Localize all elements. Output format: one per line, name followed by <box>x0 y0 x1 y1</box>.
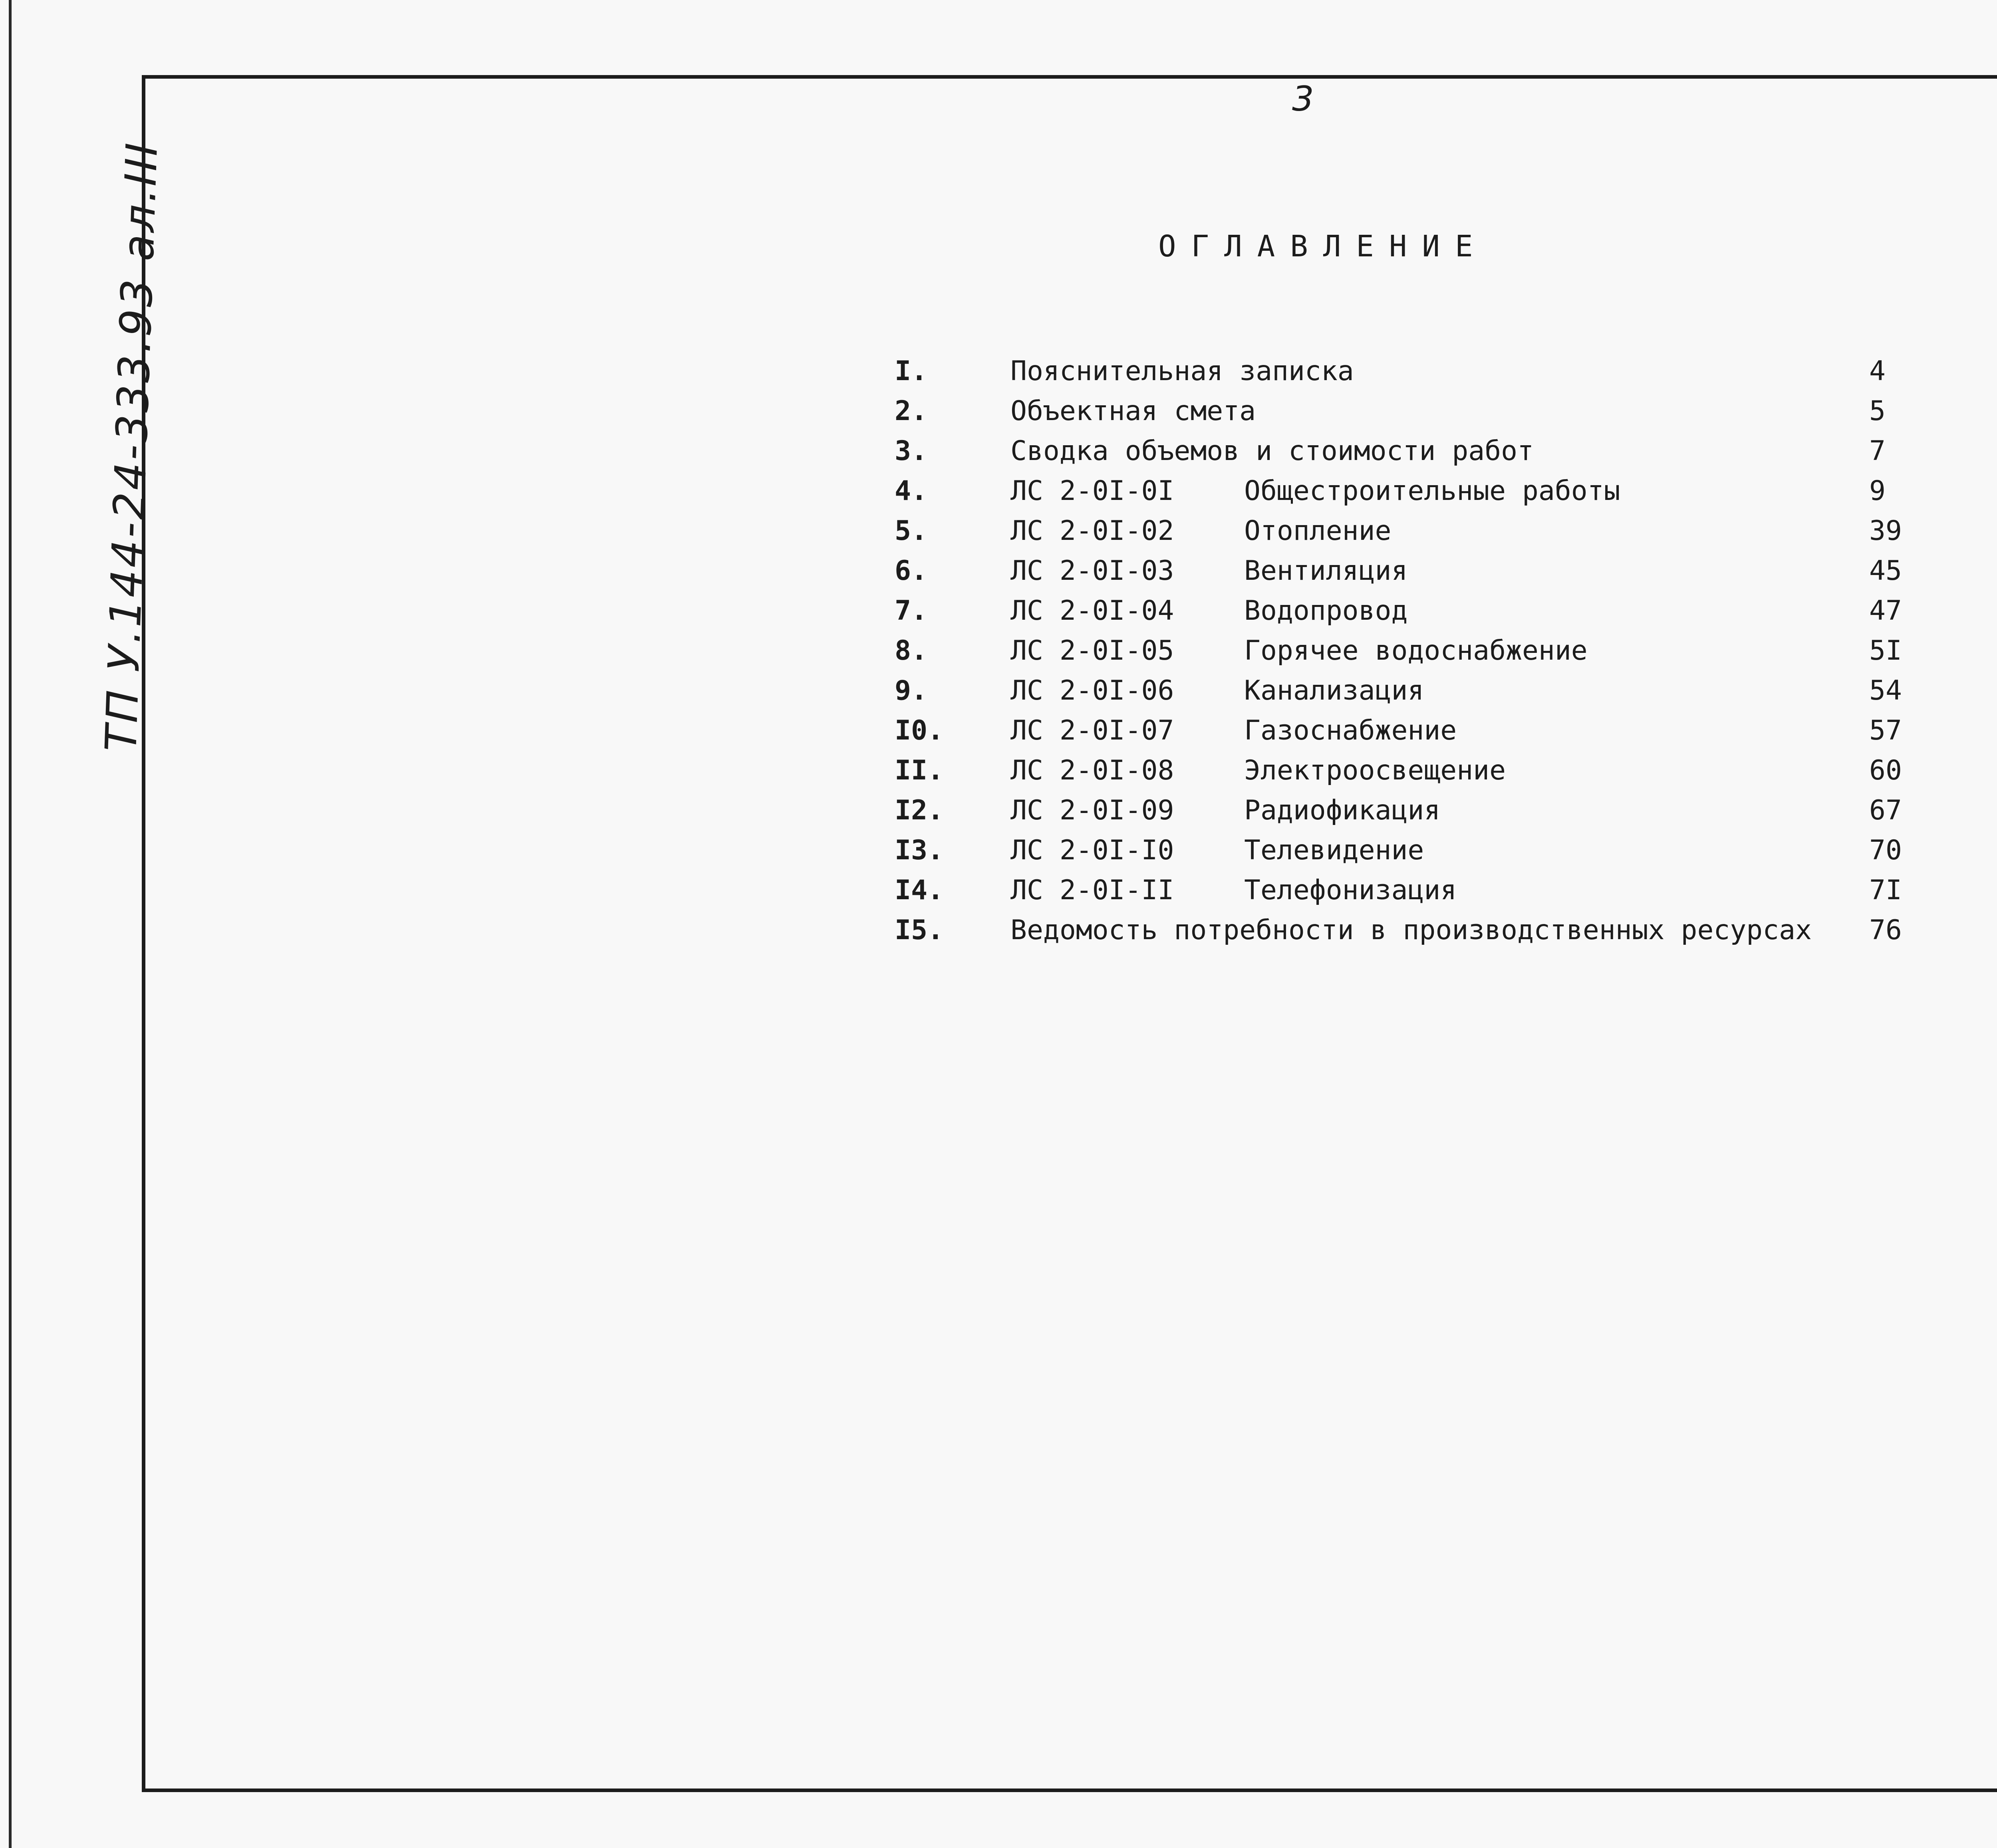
toc-item-page: 57 <box>1869 715 1902 746</box>
toc-item-page: 76 <box>1869 914 1902 946</box>
page-number: 3 <box>1292 79 1314 119</box>
toc-item-number: I3. <box>895 835 944 866</box>
toc-item-number: II. <box>895 755 944 786</box>
toc-item-page: 7 <box>1869 435 1886 467</box>
toc-item-page: 47 <box>1869 595 1902 627</box>
toc-item-code: ЛС 2-0I-02 <box>1010 515 1174 547</box>
toc-item-page: 4 <box>1869 355 1886 387</box>
toc-item-title: Водопровод <box>1244 595 1408 627</box>
toc-row <box>895 551 1949 591</box>
toc-row <box>895 870 1949 910</box>
toc-item-page: 39 <box>1869 515 1902 547</box>
toc-row <box>895 831 1949 870</box>
toc-item-title: Телевидение <box>1244 835 1424 866</box>
table-of-contents <box>895 351 1949 950</box>
toc-item-title: Вентиляция <box>1244 555 1408 587</box>
toc-row <box>895 431 1949 471</box>
toc-item-number: 8. <box>895 635 927 666</box>
toc-row <box>895 471 1949 511</box>
binding-edge-line <box>9 0 12 1848</box>
toc-item-title: Сводка объемов и стоимости работ <box>1010 435 1534 467</box>
toc-item-code: ЛС 2-0I-07 <box>1010 715 1174 746</box>
toc-item-page: 7I <box>1869 874 1902 906</box>
toc-item-number: I4. <box>895 874 944 906</box>
toc-row <box>895 751 1949 791</box>
toc-item-number: 4. <box>895 475 927 507</box>
toc-item-number: I2. <box>895 795 944 826</box>
toc-row <box>895 631 1949 671</box>
toc-row <box>895 671 1949 711</box>
toc-item-code: ЛС 2-0I-0I <box>1010 475 1174 507</box>
toc-row <box>895 351 1949 391</box>
toc-row <box>895 711 1949 751</box>
toc-item-number: 2. <box>895 395 927 427</box>
toc-item-title: Электроосвещение <box>1244 755 1506 786</box>
toc-item-title: Радиофикация <box>1244 795 1441 826</box>
toc-item-number: 5. <box>895 515 927 547</box>
toc-item-number: 7. <box>895 595 927 627</box>
toc-item-code: ЛС 2-0I-II <box>1010 874 1174 906</box>
toc-item-page: 60 <box>1869 755 1902 786</box>
toc-item-number: 9. <box>895 675 927 706</box>
toc-item-title: Телефонизация <box>1244 874 1457 906</box>
toc-item-page: 9 <box>1869 475 1886 507</box>
toc-item-number: 3. <box>895 435 927 467</box>
toc-row <box>895 391 1949 431</box>
toc-item-page: 5 <box>1869 395 1886 427</box>
toc-row <box>895 591 1949 631</box>
toc-item-page: 45 <box>1869 555 1902 587</box>
toc-item-code: ЛС 2-0I-04 <box>1010 595 1174 627</box>
toc-item-title: Пояснительная записка <box>1010 355 1354 387</box>
toc-item-number: I. <box>895 355 927 387</box>
toc-item-page: 5I <box>1869 635 1902 666</box>
toc-item-code: ЛС 2-0I-05 <box>1010 635 1174 666</box>
toc-item-code: ЛС 2-0I-I0 <box>1010 835 1174 866</box>
toc-item-title: Объектная смета <box>1010 395 1256 427</box>
toc-item-page: 54 <box>1869 675 1902 706</box>
toc-item-page: 70 <box>1869 835 1902 866</box>
toc-item-title: Газоснабжение <box>1244 715 1457 746</box>
toc-row <box>895 910 1949 950</box>
toc-item-code: ЛС 2-0I-06 <box>1010 675 1174 706</box>
toc-item-number: I0. <box>895 715 944 746</box>
toc-heading: ОГЛАВЛЕНИЕ <box>1158 229 1488 264</box>
toc-row <box>895 511 1949 551</box>
toc-item-code: ЛС 2-0I-08 <box>1010 755 1174 786</box>
toc-item-number: 6. <box>895 555 927 587</box>
toc-item-title: Горячее водоснабжение <box>1244 635 1588 666</box>
toc-row <box>895 791 1949 831</box>
toc-item-code: ЛС 2-0I-09 <box>1010 795 1174 826</box>
toc-item-title: Общестроительные работы <box>1244 475 1620 507</box>
toc-item-title: Ведомость потребности в производственных ресурсах <box>1010 914 1812 946</box>
toc-item-title: Отопление <box>1244 515 1392 547</box>
toc-item-number: I5. <box>895 914 944 946</box>
side-document-code: ТП У.144-24-333.93 ал.III <box>96 140 168 753</box>
toc-item-title: Канализация <box>1244 675 1424 706</box>
toc-item-page: 67 <box>1869 795 1902 826</box>
toc-item-code: ЛС 2-0I-03 <box>1010 555 1174 587</box>
